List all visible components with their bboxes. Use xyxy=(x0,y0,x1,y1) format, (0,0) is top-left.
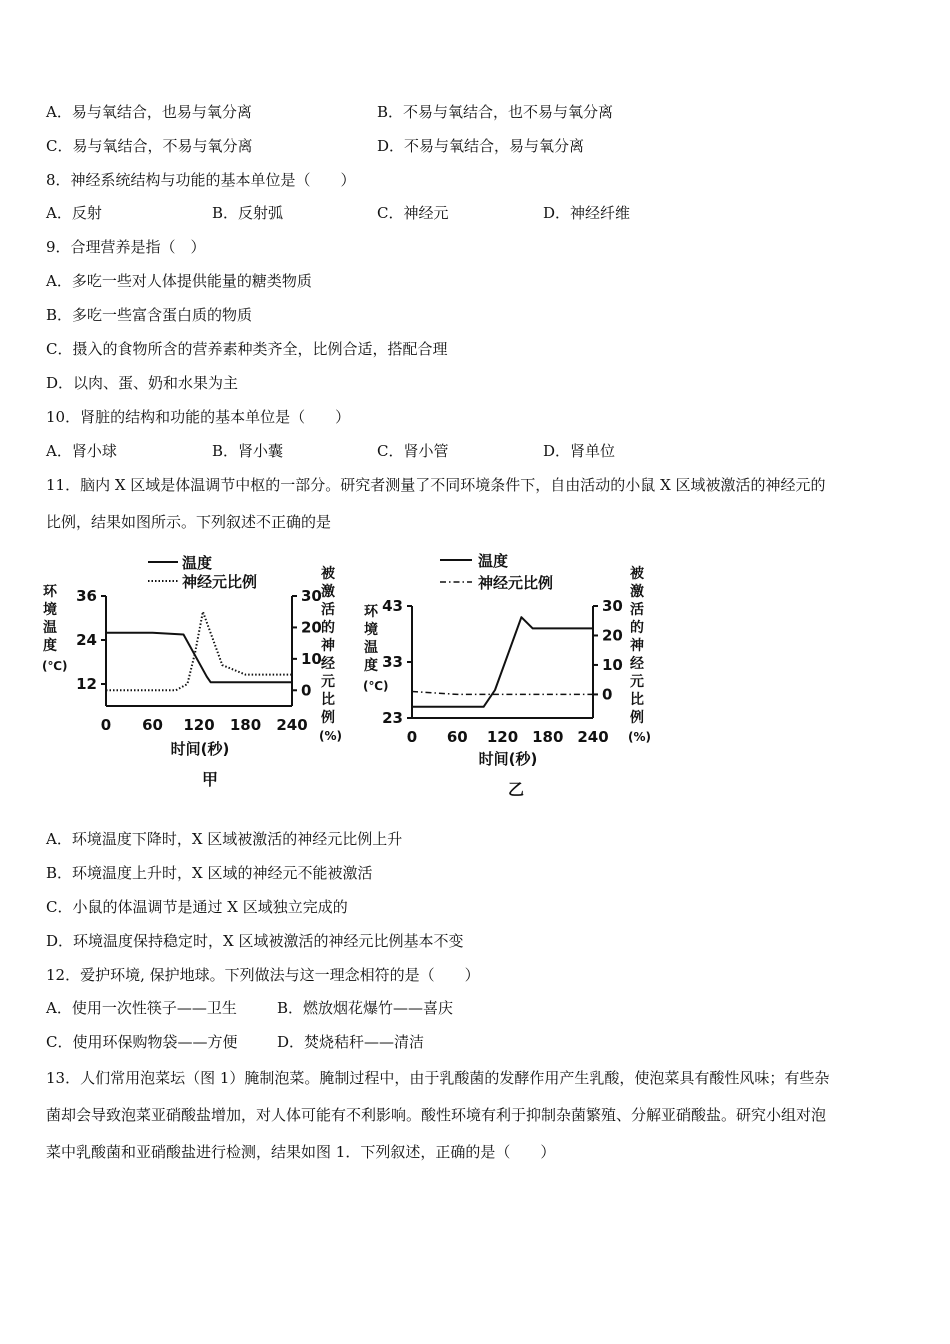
q12-option-c: C．使用环保购物袋——方便 xyxy=(46,1033,238,1051)
yi-xtick: 180 xyxy=(532,728,564,746)
q12-option-a: A．使用一次性筷子——卫生 xyxy=(46,999,237,1017)
yi-xtick: 60 xyxy=(446,728,468,746)
yi-legend-temp: 温度 xyxy=(478,552,509,570)
q10-option-a: A．肾小球 xyxy=(46,442,117,460)
yi-xtick: 240 xyxy=(577,728,609,746)
q7-option-d: D．不易与氧结合，易与氧分离 xyxy=(377,137,585,155)
svg-text:境: 境 xyxy=(364,622,378,638)
jia-ytick-right: 10 xyxy=(301,649,322,668)
q11-stem-line1: 11．脑内 X 区域是体温调节中枢的一部分。研究者测量了不同环境条件下，自由活动的小鼠 X 区域被激活的神经元的 xyxy=(46,476,826,494)
jia-ylabel-left xyxy=(42,584,68,673)
q7-option-b: B．不易与氧结合，也不易与氧分离 xyxy=(377,103,614,121)
jia-xtick: 240 xyxy=(276,716,308,734)
yi-ytick-right: 20 xyxy=(602,626,623,645)
q11-option-b: B．环境温度上升时，X 区域的神经元不能被激活 xyxy=(46,864,373,882)
q9-stem: 9．合理营养是指（ ） xyxy=(46,238,206,256)
q11-option-a: A．环境温度下降时，X 区域被激活的神经元比例上升 xyxy=(46,830,403,848)
q12-option-d: D．焚烧秸秆——清洁 xyxy=(277,1033,425,1051)
q12-option-b: B．燃放烟花爆竹——喜庆 xyxy=(277,999,454,1017)
svg-text:比: 比 xyxy=(630,692,644,708)
q10-option-c: C．肾小管 xyxy=(377,442,449,460)
q11-option-d: D．环境温度保持稳定时，X 区域被激活的神经元比例基本不变 xyxy=(46,932,464,950)
jia-legend-neuron: 神经元比例 xyxy=(182,573,258,591)
yi-ytick-left: 23 xyxy=(382,709,403,727)
jia-series-temp xyxy=(106,633,292,683)
svg-text:(℃): (℃) xyxy=(363,679,389,693)
yi-title: 乙 xyxy=(507,780,525,799)
jia-xtick: 180 xyxy=(229,716,262,734)
svg-text:度: 度 xyxy=(364,658,378,674)
svg-text:度: 度 xyxy=(43,638,57,654)
svg-text:的: 的 xyxy=(630,620,644,636)
jia-series-neuron xyxy=(106,612,292,691)
yi-xtick: 120 xyxy=(486,728,519,746)
chart-yi xyxy=(358,548,658,800)
q8-option-a: A．反射 xyxy=(46,204,102,222)
svg-text:(%): (%) xyxy=(628,730,651,744)
svg-text:激: 激 xyxy=(321,584,335,600)
svg-text:经: 经 xyxy=(321,656,335,672)
svg-text:温: 温 xyxy=(43,620,57,636)
q8-option-d: D．神经纤维 xyxy=(543,204,631,222)
svg-text:(%): (%) xyxy=(319,729,342,743)
yi-ytick-left: 43 xyxy=(382,597,403,615)
chart-jia xyxy=(40,548,350,793)
svg-text:环: 环 xyxy=(364,604,378,620)
jia-ytick-left: 12 xyxy=(76,675,97,693)
yi-ylabel-left xyxy=(363,604,389,693)
jia-legend-temp: 温度 xyxy=(182,554,213,572)
svg-text:环: 环 xyxy=(43,584,57,600)
svg-text:比: 比 xyxy=(321,692,335,708)
svg-text:激: 激 xyxy=(630,584,644,600)
q10-option-b: B．肾小囊 xyxy=(212,442,284,460)
yi-xtick: 0 xyxy=(406,728,418,746)
q11-stem-line2: 比例，结果如图所示。下列叙述不正确的是 xyxy=(46,513,332,531)
q11-option-c: C．小鼠的体温调节是通过 X 区域独立完成的 xyxy=(46,898,348,916)
jia-xtick: 0 xyxy=(100,716,112,734)
svg-text:神: 神 xyxy=(630,638,644,654)
q7-option-c: C．易与氧结合，不易与氧分离 xyxy=(46,137,253,155)
svg-text:元: 元 xyxy=(321,674,335,690)
jia-ytick-left: 24 xyxy=(76,631,97,649)
q13-line2: 菌却会导致泡菜亚硝酸盐增加，对人体可能有不利影响。酸性环境有利于抑制杂菌繁殖、分解亚硝酸盐。研究小组对泡 xyxy=(46,1106,827,1124)
jia-ytick-left: 36 xyxy=(76,587,97,605)
svg-text:经: 经 xyxy=(630,656,644,672)
q8-option-b: B．反射弧 xyxy=(212,204,284,222)
svg-text:活: 活 xyxy=(630,602,644,618)
svg-text:温: 温 xyxy=(364,640,378,656)
q9-option-b: B．多吃一些富含蛋白质的物质 xyxy=(46,306,253,324)
q8-stem: 8．神经系统结构与功能的基本单位是（ ） xyxy=(46,171,356,189)
svg-text:例: 例 xyxy=(321,710,335,726)
jia-ylabel-right xyxy=(319,565,342,743)
yi-ylabel-right xyxy=(628,565,651,744)
jia-xtick: 60 xyxy=(142,716,163,734)
yi-ytick-right: 10 xyxy=(602,655,623,674)
q8-option-c: C．神经元 xyxy=(377,204,449,222)
q13-line1: 13．人们常用泡菜坛（图 1）腌制泡菜。腌制过程中，由于乳酸菌的发酵作用产生乳酸，使泡菜具有酸性风味；有些杂 xyxy=(46,1069,830,1087)
yi-xlabel: 时间(秒) xyxy=(478,750,538,768)
yi-ytick-right: 30 xyxy=(602,597,623,615)
jia-ytick-right: 30 xyxy=(301,587,322,605)
q12-stem: 12．爱护环境, 保护地球。下列做法与这一理念相符的是（ ） xyxy=(46,966,480,984)
svg-text:元: 元 xyxy=(630,674,644,690)
q9-option-a: A．多吃一些对人体提供能量的糖类物质 xyxy=(46,272,312,290)
jia-ytick-right: 20 xyxy=(301,618,322,637)
q7-option-a: A．易与氧结合，也易与氧分离 xyxy=(46,103,252,121)
jia-xtick: 120 xyxy=(183,716,215,734)
jia-title: 甲 xyxy=(201,770,219,789)
q10-stem: 10．肾脏的结构和功能的基本单位是（ ） xyxy=(46,408,351,426)
svg-text:活: 活 xyxy=(321,602,335,618)
yi-legend-neuron: 神经元比例 xyxy=(478,574,554,592)
svg-text:的: 的 xyxy=(321,620,335,636)
yi-ytick-left: 33 xyxy=(382,653,403,671)
yi-series-neuron xyxy=(412,692,593,695)
q13-line3: 菜中乳酸菌和亚硝酸盐进行检测，结果如图 1．下列叙述，正确的是（ ） xyxy=(46,1143,556,1161)
svg-text:被: 被 xyxy=(630,566,644,582)
svg-text:境: 境 xyxy=(43,602,57,618)
yi-ytick-right: 0 xyxy=(602,685,613,704)
q9-option-c: C．摄入的食物所含的营养素种类齐全，比例合适，搭配合理 xyxy=(46,340,448,358)
svg-text:被: 被 xyxy=(321,566,335,582)
svg-text:例: 例 xyxy=(630,710,644,726)
svg-text:神: 神 xyxy=(321,638,335,654)
q9-option-d: D．以肉、蛋、奶和水果为主 xyxy=(46,374,239,392)
jia-ytick-right: 0 xyxy=(301,681,312,700)
jia-xlabel: 时间(秒) xyxy=(170,740,230,758)
q10-option-d: D．肾单位 xyxy=(543,442,616,460)
svg-text:(℃): (℃) xyxy=(42,659,68,673)
